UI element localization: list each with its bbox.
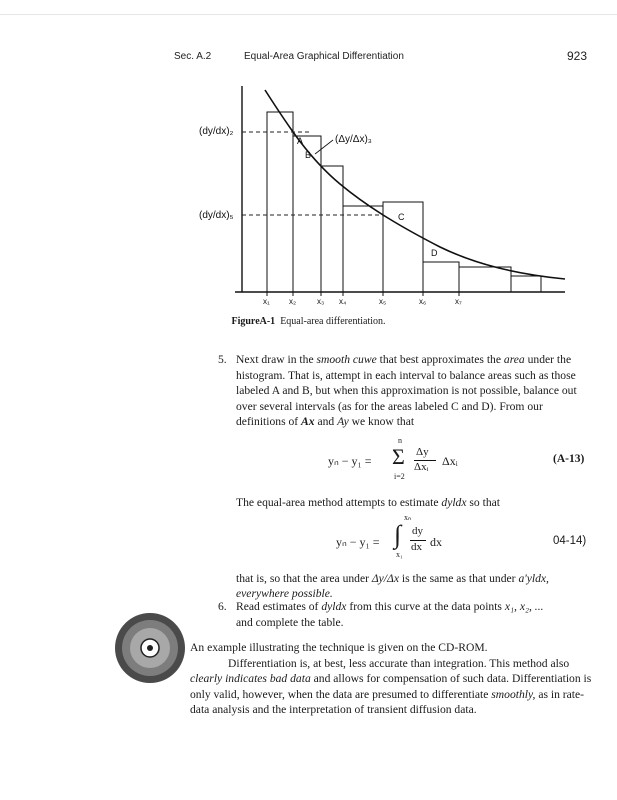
cd-rom-icon — [114, 612, 186, 684]
closing-emph: clearly indicates bad data — [190, 672, 311, 685]
mid-text — [236, 496, 500, 509]
mid-text-part: so that — [466, 496, 500, 509]
step-6-points: x₁, x₂, ... — [504, 600, 544, 613]
closing-emph: smoothly, — [491, 687, 536, 701]
after-eq14-text: is the same as that under — [398, 572, 519, 585]
x-tick-label: x₂ — [289, 297, 297, 306]
eq14-lower: x₁ — [396, 550, 403, 559]
step-5-text: we know that — [348, 415, 415, 428]
section-label: Sec. A.2 — [174, 51, 212, 62]
x-tick-label: x₅ — [379, 297, 387, 306]
y-label-top: (dy/dx)₂ — [199, 126, 234, 137]
eq13-sigma: Σ — [392, 444, 405, 469]
step-5-emph: smooth cuwe — [316, 353, 377, 366]
step-5-text: under the histogram. That is, attempt in each interval to balance areas such as those labeled A and B, but when this approximation is not possible, balance out over several intervals (as for the areas labeled C and D). From our definitions of — [236, 353, 577, 428]
step-6-term: dyldx — [321, 600, 347, 613]
eq14-upper: xₙ — [404, 513, 412, 522]
step-5-text: that best approximates the — [376, 353, 504, 366]
bar-3 — [321, 166, 343, 292]
x-tick-label: x₆ — [419, 297, 427, 306]
eq14-number: 04-14) — [553, 535, 587, 547]
step-6-text: from this curve at the data points — [346, 600, 505, 613]
histogram-bars — [267, 112, 541, 292]
eq13-sum-bottom: i=2 — [394, 472, 405, 481]
eq13-lhs: yₙ − y₁ = — [328, 454, 372, 468]
step-5-text: and — [314, 415, 338, 428]
area-label-c: C — [398, 212, 405, 222]
curve-slope-label: (Δy/Δx)₃ — [335, 134, 372, 145]
step-6-text: Read estimates of — [236, 600, 322, 613]
x-tick-label: x₁ — [263, 297, 270, 306]
area-label-b: B — [305, 150, 312, 160]
step-5-emph: area — [503, 353, 525, 366]
eq13-tail: Δxᵢ — [442, 454, 458, 468]
delta-y-term: Ay — [337, 415, 349, 428]
caption-text: Equal-area differentiation. — [280, 316, 386, 327]
smooth-curve — [265, 90, 565, 279]
eq13-frac-num: Δy — [416, 446, 429, 458]
closing-line-1: An example illustrating the technique is given on the CD-ROM. — [190, 641, 488, 654]
caption-label: FigureA-1 — [231, 316, 276, 327]
area-label-d: D — [431, 248, 438, 258]
running-title: Equal-Area Graphical Differentiation — [244, 51, 404, 62]
bar-6 — [423, 262, 459, 292]
eq13-number: (A-13) — [553, 453, 585, 465]
eq14-integral: ∫ — [394, 520, 402, 549]
x-tick-label: x₄ — [339, 297, 347, 306]
histogram-figure — [195, 84, 595, 309]
x-tick-label: x₇ — [455, 297, 462, 306]
eq14-frac-num: dy — [412, 525, 423, 537]
leader-line — [315, 140, 333, 154]
eq14-lhs: yₙ − y₁ = — [336, 535, 380, 549]
after-eq14-term: a'yldx, — [518, 572, 549, 585]
bar-8 — [511, 276, 541, 292]
eq13-frac-den: Δxᵢ — [414, 461, 429, 473]
step-6-number: 6. — [218, 600, 227, 613]
delta-x-term: Ax — [301, 415, 315, 428]
after-eq14 — [236, 571, 592, 601]
step-6 — [218, 599, 592, 630]
step-5 — [218, 352, 592, 430]
after-eq14-line2: everywhere possible. — [236, 587, 333, 600]
after-eq14-text: that is, so that the area under — [236, 572, 372, 585]
step-5-text: Next draw in the — [236, 353, 317, 366]
y-label-bottom: (dy/dx)₅ — [199, 210, 234, 221]
after-eq14-term: Δy/Δx — [371, 572, 399, 585]
eq13-sum-top: n — [398, 436, 402, 445]
x-tick-label: x₃ — [317, 297, 325, 306]
mid-text-part: The equal-area method attempts to estimate — [236, 496, 442, 509]
eq14-tail: dx — [430, 535, 442, 549]
bar-7 — [459, 267, 511, 292]
top-rule — [0, 14, 617, 15]
bar-4 — [343, 206, 383, 292]
bar-1 — [267, 112, 293, 292]
page-number: 923 — [567, 49, 588, 63]
step-6-text: and complete the table. — [236, 615, 344, 629]
area-label-a: A — [297, 136, 304, 146]
figure-caption — [0, 316, 617, 327]
step-5-number: 5. — [218, 353, 227, 366]
closing-text — [190, 640, 592, 718]
mid-text-term: dyldx — [441, 496, 467, 509]
eq14-frac-den: dx — [411, 541, 422, 553]
figure-equal-area — [195, 84, 595, 309]
closing-paragraph: Differentiation is, at best, less accurate than integration. This method also clearly indicates bad data and allows for compensation of such data. Differentiation is only valid, however, when the data are presumed to differentiate smoothly, as in rate-data analysis and the interpretation of transient diffusion data. — [190, 656, 592, 716]
